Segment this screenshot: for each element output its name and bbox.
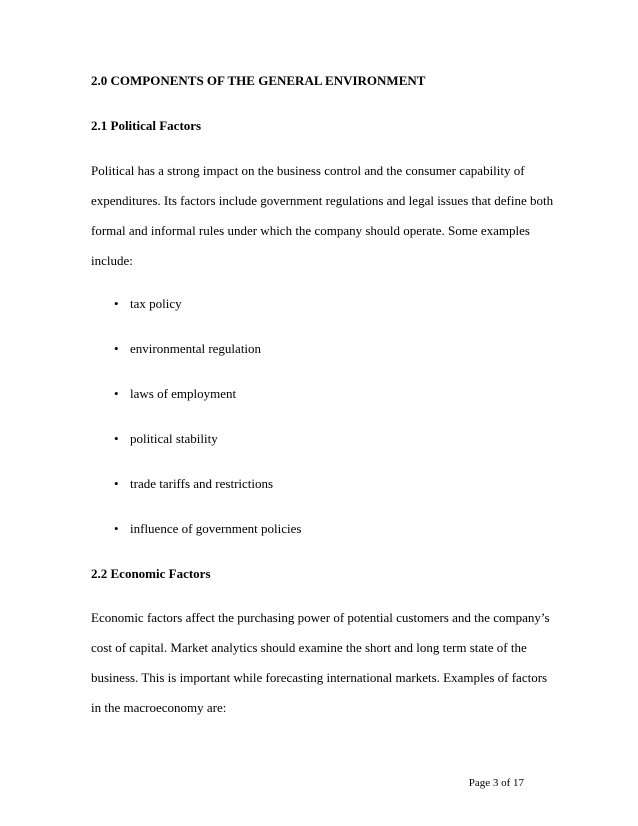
bullet-icon: •: [114, 296, 119, 311]
page-number: Page 3 of 17: [468, 777, 524, 789]
political-paragraph-line-2: expenditures. Its factors include government regulations and legal issues that define both: [91, 193, 554, 208]
political-paragraph-line-1: Political has a strong impact on the business control and the consumer capability of: [91, 163, 525, 178]
list-item: political stability: [130, 431, 218, 446]
economic-factors-heading: 2.2 Economic Factors: [91, 566, 211, 581]
economic-paragraph-line-3: business. This is important while forecasting international markets. Examples of factors: [91, 670, 548, 685]
bullet-icon: •: [114, 431, 119, 446]
list-item: tax policy: [130, 296, 182, 311]
economic-paragraph-line-2: cost of capital. Market analytics should examine the short and long term state of the: [91, 640, 527, 655]
list-item: influence of government policies: [130, 521, 302, 536]
economic-paragraph-line-1: Economic factors affect the purchasing power of potential customers and the company’s: [91, 610, 550, 625]
political-paragraph-line-3: formal and informal rules under which the company should operate. Some examples: [91, 223, 530, 238]
list-item: trade tariffs and restrictions: [130, 476, 274, 491]
economic-paragraph-line-4: in the macroeconomy are:: [91, 700, 227, 715]
bullet-icon: •: [114, 386, 119, 401]
political-paragraph-line-4: include:: [91, 253, 133, 268]
bullet-icon: •: [114, 341, 119, 356]
section-title: 2.0 COMPONENTS OF THE GENERAL ENVIRONMENT: [91, 73, 426, 88]
bullet-icon: •: [114, 521, 119, 536]
bullet-icon: •: [114, 476, 119, 491]
list-item: environmental regulation: [130, 341, 262, 356]
list-item: laws of employment: [130, 386, 237, 401]
political-factors-heading: 2.1 Political Factors: [91, 118, 202, 133]
